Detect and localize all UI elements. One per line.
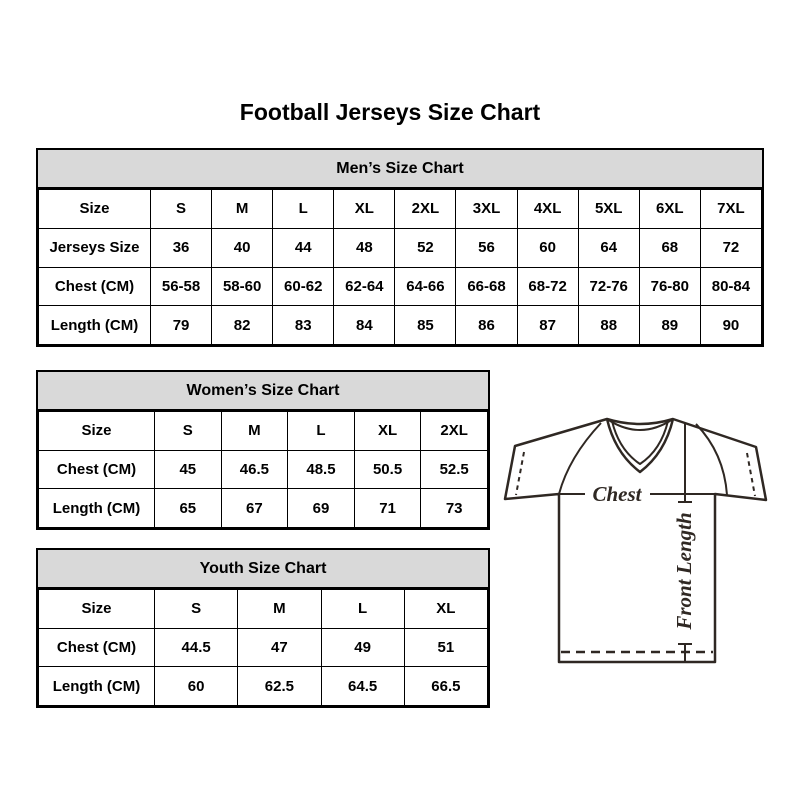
youth-table-grid	[38, 589, 488, 706]
value-cell: 62-64	[334, 267, 395, 306]
table-row	[39, 450, 488, 489]
value-cell: 52	[395, 228, 456, 267]
value-cell: M	[221, 412, 288, 451]
value-cell: 64-66	[395, 267, 456, 306]
value-cell: 48	[334, 228, 395, 267]
value-cell: 6XL	[639, 190, 700, 229]
table-row	[39, 412, 488, 451]
womens-table-grid	[38, 411, 488, 528]
value-cell: 58-60	[212, 267, 273, 306]
table-row	[39, 628, 488, 667]
value-cell: S	[151, 190, 212, 229]
jersey-outline-shape	[505, 419, 766, 662]
row-label-cell: Size	[39, 412, 155, 451]
value-cell: 52.5	[421, 450, 488, 489]
value-cell: 71	[354, 489, 421, 528]
value-cell: S	[155, 412, 222, 451]
value-cell: 7XL	[700, 190, 761, 229]
front-length-measure-label: Front Length	[672, 512, 696, 630]
value-cell: L	[321, 590, 404, 629]
value-cell: 66.5	[404, 667, 487, 706]
value-cell: 4XL	[517, 190, 578, 229]
value-cell: 88	[578, 306, 639, 345]
row-label-cell: Size	[39, 190, 151, 229]
womens-table-header: Women’s Size Chart	[38, 372, 488, 411]
value-cell: 47	[238, 628, 321, 667]
value-cell: XL	[354, 412, 421, 451]
value-cell: 79	[151, 306, 212, 345]
mens-size-table	[36, 148, 764, 347]
value-cell: 62.5	[238, 667, 321, 706]
value-cell: 87	[517, 306, 578, 345]
value-cell: 86	[456, 306, 517, 345]
value-cell: 56	[456, 228, 517, 267]
page-title: Football Jerseys Size Chart	[239, 99, 541, 125]
value-cell: 66-68	[456, 267, 517, 306]
value-cell: 64	[578, 228, 639, 267]
table-row	[39, 489, 488, 528]
value-cell: 67	[221, 489, 288, 528]
value-cell: 68-72	[517, 267, 578, 306]
value-cell: 40	[212, 228, 273, 267]
row-label-cell: Length (CM)	[39, 489, 155, 528]
value-cell: L	[273, 190, 334, 229]
womens-size-table	[36, 370, 490, 530]
value-cell: 5XL	[578, 190, 639, 229]
value-cell: 72-76	[578, 267, 639, 306]
table-row	[39, 267, 762, 306]
value-cell: 60-62	[273, 267, 334, 306]
value-cell: M	[212, 190, 273, 229]
value-cell: 89	[639, 306, 700, 345]
value-cell: 60	[517, 228, 578, 267]
value-cell: 48.5	[288, 450, 355, 489]
value-cell: 50.5	[354, 450, 421, 489]
row-label-cell: Chest (CM)	[39, 267, 151, 306]
value-cell: XL	[404, 590, 487, 629]
value-cell: 85	[395, 306, 456, 345]
table-row	[39, 228, 762, 267]
value-cell: L	[288, 412, 355, 451]
table-row	[39, 667, 488, 706]
jersey-measurement-diagram	[503, 407, 791, 675]
value-cell: 65	[155, 489, 222, 528]
value-cell: 84	[334, 306, 395, 345]
value-cell: 69	[288, 489, 355, 528]
value-cell: 56-58	[151, 267, 212, 306]
value-cell: 36	[151, 228, 212, 267]
value-cell: 76-80	[639, 267, 700, 306]
value-cell: 68	[639, 228, 700, 267]
value-cell: 44.5	[155, 628, 238, 667]
table-row	[39, 590, 488, 629]
value-cell: 49	[321, 628, 404, 667]
value-cell: 80-84	[700, 267, 761, 306]
row-label-cell: Size	[39, 590, 155, 629]
value-cell: 3XL	[456, 190, 517, 229]
value-cell: 64.5	[321, 667, 404, 706]
table-row	[39, 306, 762, 345]
value-cell: XL	[334, 190, 395, 229]
value-cell: 60	[155, 667, 238, 706]
youth-size-table	[36, 548, 490, 708]
mens-table-grid	[38, 189, 762, 345]
chest-measure-label: Chest	[592, 482, 642, 506]
value-cell: 44	[273, 228, 334, 267]
youth-table-header: Youth Size Chart	[38, 550, 488, 589]
value-cell: 46.5	[221, 450, 288, 489]
value-cell: 82	[212, 306, 273, 345]
row-label-cell: Length (CM)	[39, 306, 151, 345]
value-cell: 72	[700, 228, 761, 267]
row-label-cell: Jerseys Size	[39, 228, 151, 267]
value-cell: 51	[404, 628, 487, 667]
value-cell: M	[238, 590, 321, 629]
value-cell: 90	[700, 306, 761, 345]
value-cell: 83	[273, 306, 334, 345]
row-label-cell: Chest (CM)	[39, 450, 155, 489]
row-label-cell: Length (CM)	[39, 667, 155, 706]
value-cell: S	[155, 590, 238, 629]
value-cell: 2XL	[421, 412, 488, 451]
value-cell: 45	[155, 450, 222, 489]
value-cell: 2XL	[395, 190, 456, 229]
mens-table-header: Men’s Size Chart	[38, 150, 762, 189]
row-label-cell: Chest (CM)	[39, 628, 155, 667]
table-row	[39, 190, 762, 229]
value-cell: 73	[421, 489, 488, 528]
